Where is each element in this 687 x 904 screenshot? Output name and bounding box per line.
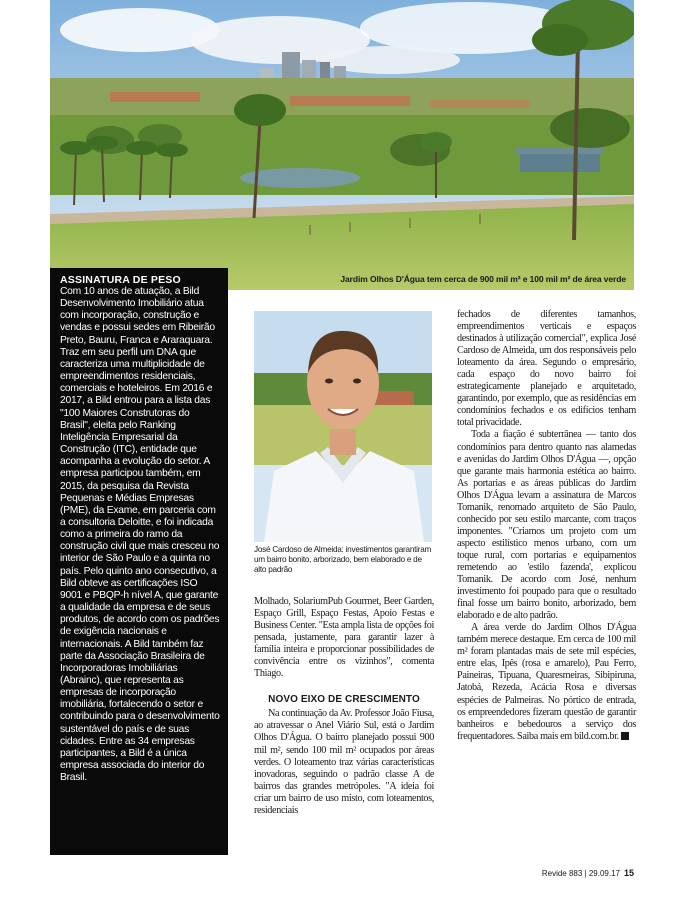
end-of-article-icon xyxy=(621,732,629,740)
portrait-illustration xyxy=(254,311,432,542)
article-paragraph: Molhado, SolariumPub Gourmet, Beer Garden, Espaço Grill, Espaço Festas, Apoio Festas e Business Center. "Esta ampla lista de opções foi pensada, justamente, para garantir lazer à família inteira e proporcionar possibilidades de convivência entre os vizinhos", comenta Thiago. xyxy=(254,596,434,680)
page-footer xyxy=(542,868,634,878)
article-paragraph: fechados de diferentes tamanhos, empreendimentos verticais e espaços destinados à utilização comercial", explica José Cardoso de Almeida, um dos responsáveis pelo loteamento da área. Segundo o empresário, cada espaço do novo bairro foi estrategicamente planejado e arquitetado, garantindo, por exemplo, que as residências em condomínios fechados e os edifícios tenham total privacidade. xyxy=(457,309,636,429)
article-paragraph-final xyxy=(457,622,636,742)
portrait-caption: José Cardoso de Almeida: investimentos garantiram um bairro bonito, arborizado, bem elaborado e de alto padrão xyxy=(254,545,432,575)
portrait-photo xyxy=(254,311,432,542)
hero-caption: Jardim Olhos D'Água tem cerca de 900 mil m² e 100 mil m² de área verde xyxy=(340,274,626,284)
section-heading: NOVO EIXO DE CRESCIMENTO xyxy=(268,694,420,706)
sidebar-title: ASSINATURA DE PESO xyxy=(60,274,181,286)
article-paragraph: Na continuação da Av. Professor João Fiusa, ao atravessar o Anel Viário Sul, está o Jardim Olhos D'Água. O bairro planejado possui 900 mil m², sendo 100 mil m² ocupados por áreas verdes. O loteamento traz várias características inovadoras, seguindo o padrão classe A de bairros das grandes metrópoles. "A ideia foi criar um bairro de uso misto, com loteamentos, residenciais xyxy=(254,708,434,816)
sidebar-box xyxy=(50,268,228,855)
article-column-right xyxy=(457,309,636,743)
page-number: 15 xyxy=(623,868,634,878)
landscape-illustration xyxy=(50,0,634,290)
issue-info: Revide 883 | 29.09.17 xyxy=(541,869,620,878)
article-column-middle xyxy=(254,596,434,817)
article-paragraph-text: A área verde do Jardim Olhos D'Água também merece destaque. Em cerca de 100 mil m² foram plantadas mais de sete mil espécies, entre elas, Ipês (rosa e amarelo), Pau Ferro, Paineiras, Tipuana, Quaresmeiras, Sibipiruna, Jatobá, Rezeda, Acácia Rosa e diversas espécies de Palmeiras. No pórtico de entrada, os empreendedores fizeram questão de garantir banheiros e bebedouros a serviço dos frequentadores. Saiba mais em bild.com.br. xyxy=(457,622,636,742)
hero-photo xyxy=(50,0,634,290)
sidebar-body: Com 10 anos de atuação, a Bild Desenvolvimento Imobiliário atua com incorporação, construção e vendas e possui sedes em Ribeirão Preto, Bauru, Franca e Araraquara. Traz em seu perfil um DNA que caracteriza uma multiplicidade de empreendimentos residenciais, comerciais e hoteleiros. Em 2016 e 2017, a Bild entrou para a lista das "100 Maiores Construtoras do Brasil", eleita pelo Ranking Inteligência Empresarial da Construção (ITC), entidade que acompanha a evolução do setor. A empresa participou também, em 2015, da pesquisa da Revista Pequenas e Médias Empresas (PME), da Exame, em parceria com a consultoria Deloitte, e foi indicada como a primeira do ramo da construção civil que mais cresceu no interior de São Paulo e a quinta no país. Pelo quinto ano consecutivo, a Bild obteve as certificações ISO 9001 e PBQP-h nível A, que garante a qualidade da empresa e de seus produtos, de acordo com os padrões de exigência nacionais e internacionais. A Bild também faz parte da Associação Brasileira de Incorporadoras Imobiliárias (Abrainc), que representa as empresas de incorporação imobiliária, fortalecendo o setor e contribuindo para o desenvolvimento sustentável do país e de suas cidades. Entre as 34 empresas participantes, a Bild é a única empresa associada do interior do Brasil. xyxy=(60,286,220,784)
article-paragraph: Toda a fiação é subterrânea — tanto dos condomínios para dentro quanto nas alamedas e avenidas do Jardim Olhos D'Água —, opção que garante mais harmonia estética ao bairro. As portarias e as áreas públicas do Jardim Olhos D'Água levam a assinatura de Marcos Tomanik, renomado arquiteto de São Paulo, conhecido por seu estilo marcante, com traços imponentes. "Criamos um projeto com um aspecto estilístico menos urbano, com um toque rural, com portarias e equipamentos remetendo ao 'estilo fazenda', explicou Tomanik. De acordo com José, nenhum investimento foi poupado para que o resultado final fosse um bairro bonito, arborizado, bem elaborado e de alto padrão. xyxy=(457,429,636,622)
